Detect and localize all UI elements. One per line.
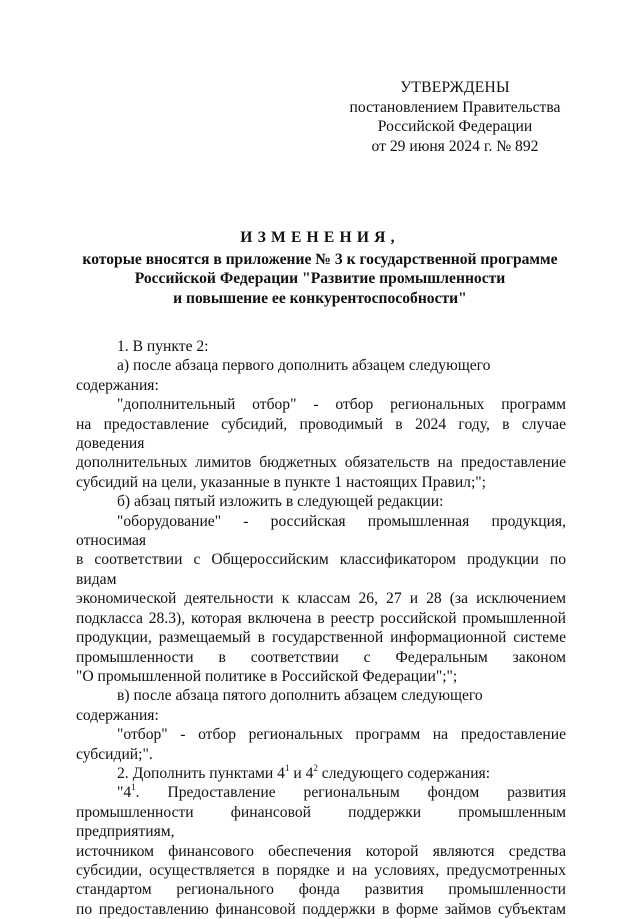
text-line: на предоставление субсидий, проводимый в 2024 году, в случае доведения [76, 415, 566, 453]
superscript: 2 [313, 762, 318, 773]
document-subtitle [60, 250, 580, 308]
text-line: экономической деятельности к классам 26, 27 и 28 (за исключением [76, 590, 566, 608]
text-line: подкласса 28.3), которая включена в реестр российской промышленной [76, 609, 566, 627]
paragraph: в) после абзаца пятого дополнить абзацем следующего содержания: [76, 687, 483, 724]
approval-heading: УТВЕРЖДЕНЫ [400, 79, 510, 96]
text-line: "отбор" - отбор региональных программ на предоставление [117, 726, 566, 744]
text-line: источником финансового обеспечения которой являются средства [76, 842, 566, 860]
paragraph [76, 764, 566, 783]
text-fragment: "4 [117, 784, 132, 802]
text-line: субсидий;". [76, 745, 153, 763]
approval-line: постановлением Правительства [349, 98, 561, 116]
text-line: продукции, размещаемый в государственной информационной системе [76, 629, 566, 647]
text-line: "О промышленной политике в Российской Федерации";"; [76, 667, 458, 685]
text-line: "оборудование" - российская промышленная продукция, относимая [76, 512, 566, 550]
subtitle-line: и повышение ее конкурентоспособности" [173, 289, 467, 307]
paragraph: а) после абзаца первого дополнить абзацем следующего содержания: [76, 357, 491, 394]
paragraph [76, 512, 566, 687]
document-title: ИЗМЕНЕНИЯ, [240, 229, 400, 246]
paragraph [76, 725, 566, 764]
text-line: промышленности финансовой поддержки промышленным предприятиям, [76, 803, 566, 841]
approval-line: от 29 июня 2024 г. № 892 [371, 137, 539, 155]
text-line: по предоставлению финансовой поддержки в форме займов субъектам [76, 900, 566, 918]
superscript: 1 [284, 762, 290, 773]
text-line [76, 783, 566, 802]
subtitle-line: которые вносятся в приложение № 3 к государственной программе [82, 251, 558, 268]
text-line: субсидий на цели, указанные в пункте 1 настоящих Правил;"; [76, 473, 486, 491]
text-line: стандартом регионального фонда развития промышленности [76, 881, 566, 899]
paragraph: 1. В пункте 2: [117, 338, 209, 355]
text-line: субсидии, осуществляется в порядке и на условиях, предусмотренных [76, 861, 566, 879]
text-line: промышленности в соответствии с Федеральным законом [76, 648, 566, 666]
text-fragment: следующего содержания: [317, 764, 491, 782]
text-fragment: и 4 [289, 764, 314, 782]
text-line: дополнительных лимитов бюджетных обязательств на предоставление [76, 454, 566, 472]
paragraph [76, 395, 566, 492]
approval-line: Российской Федерации [377, 118, 533, 135]
paragraph: б) абзац пятый изложить в следующей редакции: [117, 493, 444, 511]
superscript: 1 [131, 782, 136, 793]
text-fragment: . Предоставление региональным фондом развития [135, 784, 566, 802]
text-line: в соответствии с Общероссийским классификатором продукции по видам [76, 551, 566, 588]
text-fragment: 2. Дополнить пунктами 4 [117, 764, 285, 782]
subtitle-line: Российской Федерации "Развитие промышленности [134, 270, 506, 288]
text-line: "дополнительный отбор" - отбор региональных программ [117, 396, 566, 414]
document-body [76, 337, 566, 919]
approval-block [330, 78, 580, 156]
paragraph [76, 783, 566, 919]
